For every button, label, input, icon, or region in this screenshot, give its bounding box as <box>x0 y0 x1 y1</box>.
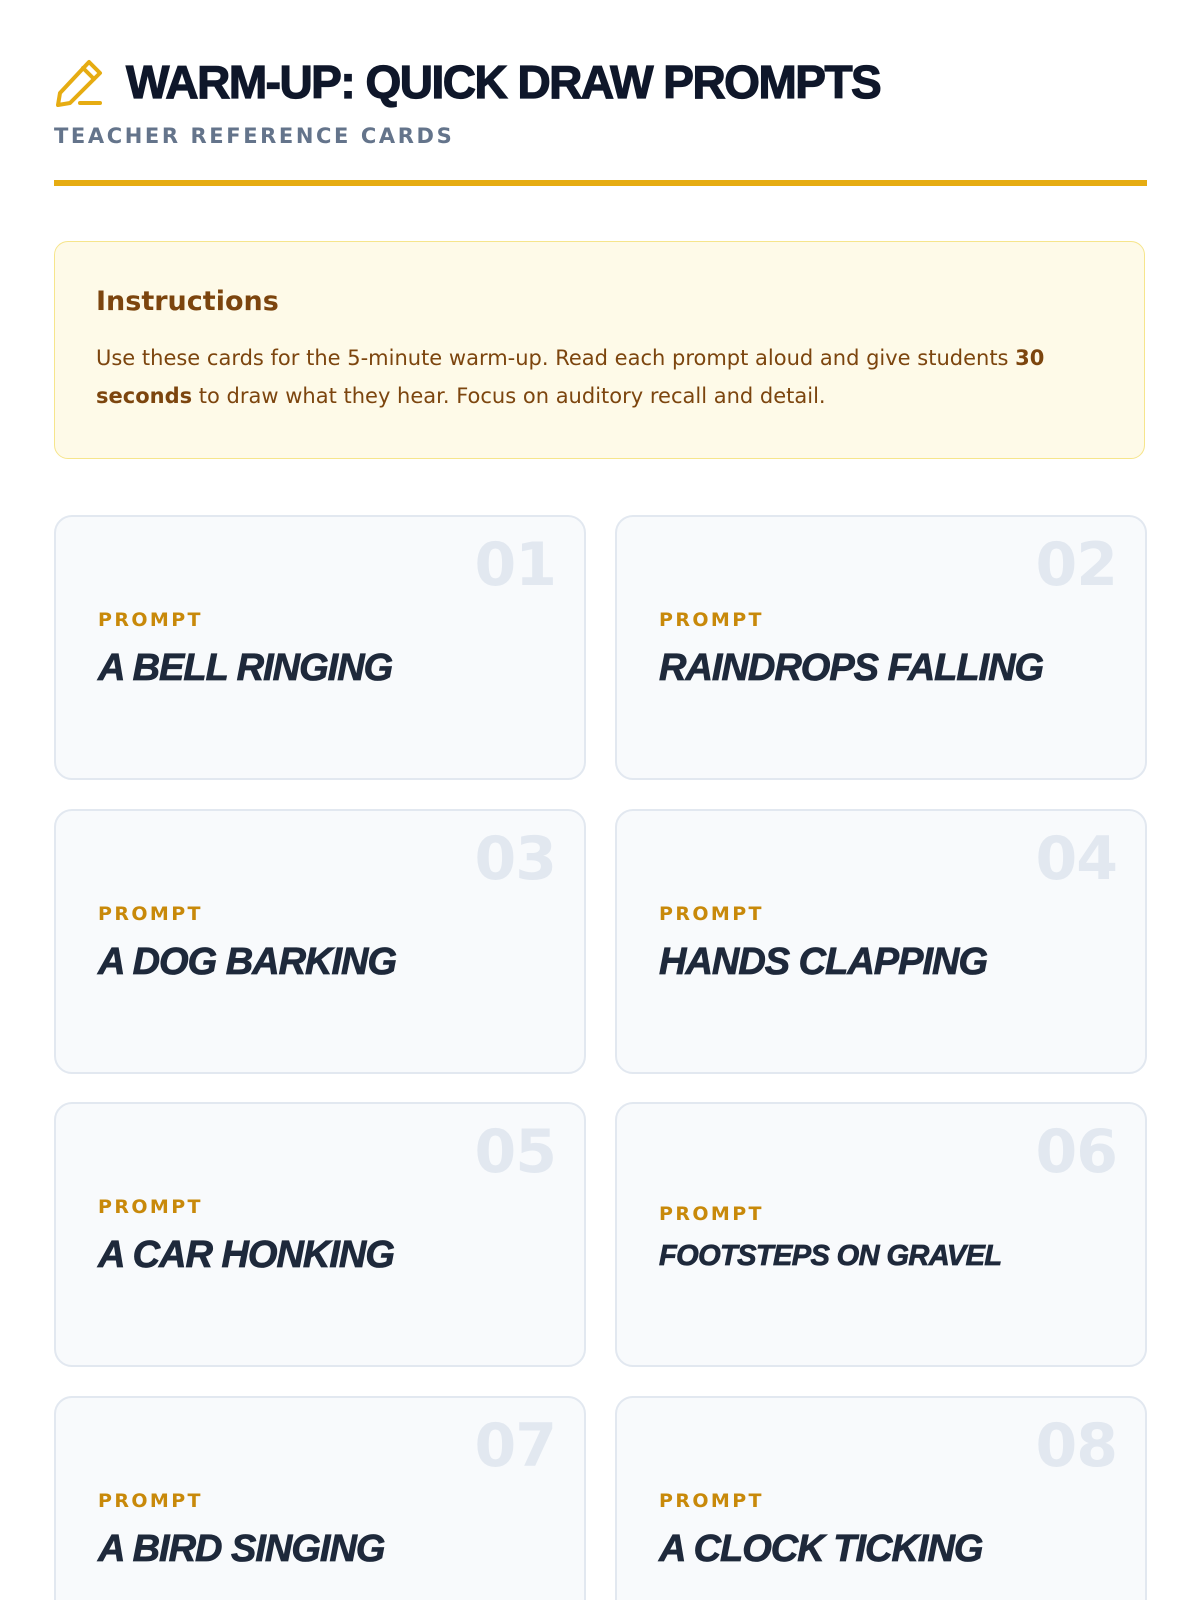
card-label: PROMPT <box>659 609 764 631</box>
card-prompt: HANDS CLAPPING <box>659 941 988 983</box>
card-number: 05 <box>474 1117 556 1187</box>
card-label: PROMPT <box>98 903 203 925</box>
card-label: PROMPT <box>98 609 203 631</box>
card-number: 08 <box>1035 1411 1117 1481</box>
instructions-text-emphasis: 30 seconds <box>96 346 1045 408</box>
card-prompt: RAINDROPS FALLING <box>659 647 1044 689</box>
card-number: 02 <box>1035 530 1117 600</box>
prompt-card <box>615 1102 1147 1367</box>
prompt-card <box>54 1396 586 1600</box>
card-label: PROMPT <box>98 1490 203 1512</box>
card-prompt: A BELL RINGING <box>98 647 393 689</box>
prompt-card <box>54 1102 586 1367</box>
prompt-card <box>54 515 586 780</box>
card-prompt: A BIRD SINGING <box>98 1528 385 1570</box>
card-number: 06 <box>1035 1117 1117 1187</box>
prompt-card <box>54 809 586 1074</box>
instructions-text <box>96 339 1104 415</box>
page-subtitle: TEACHER REFERENCE CARDS <box>54 124 455 148</box>
card-prompt: A CLOCK TICKING <box>659 1528 983 1570</box>
card-prompt: FOOTSTEPS ON GRAVEL <box>659 1240 1002 1272</box>
card-prompt: A DOG BARKING <box>98 941 397 983</box>
instructions-box <box>54 241 1145 459</box>
prompt-card <box>615 1396 1147 1600</box>
instructions-text-start: Use these cards for the 5-minute warm-up. Read each prompt aloud and give students <box>96 346 1016 370</box>
card-number: 04 <box>1035 824 1117 894</box>
card-label: PROMPT <box>659 903 764 925</box>
prompt-card <box>615 515 1147 780</box>
page-title: WARM-UP: QUICK DRAW PROMPTS <box>126 56 881 108</box>
card-label: PROMPT <box>659 1203 764 1225</box>
pencil-icon <box>54 56 106 108</box>
header <box>54 52 1147 148</box>
prompt-card <box>615 809 1147 1074</box>
card-label: PROMPT <box>98 1196 203 1218</box>
instructions-text-end: to draw what they hear. Focus on auditory recall and detail. <box>192 384 826 408</box>
card-prompt: A CAR HONKING <box>98 1234 394 1276</box>
card-number: 07 <box>474 1411 556 1481</box>
page <box>54 0 1147 1600</box>
card-number: 03 <box>474 824 556 894</box>
title-row <box>54 52 1147 112</box>
card-label: PROMPT <box>659 1490 764 1512</box>
header-divider <box>54 180 1147 186</box>
card-number: 01 <box>474 530 556 600</box>
instructions-title: Instructions <box>96 286 279 317</box>
